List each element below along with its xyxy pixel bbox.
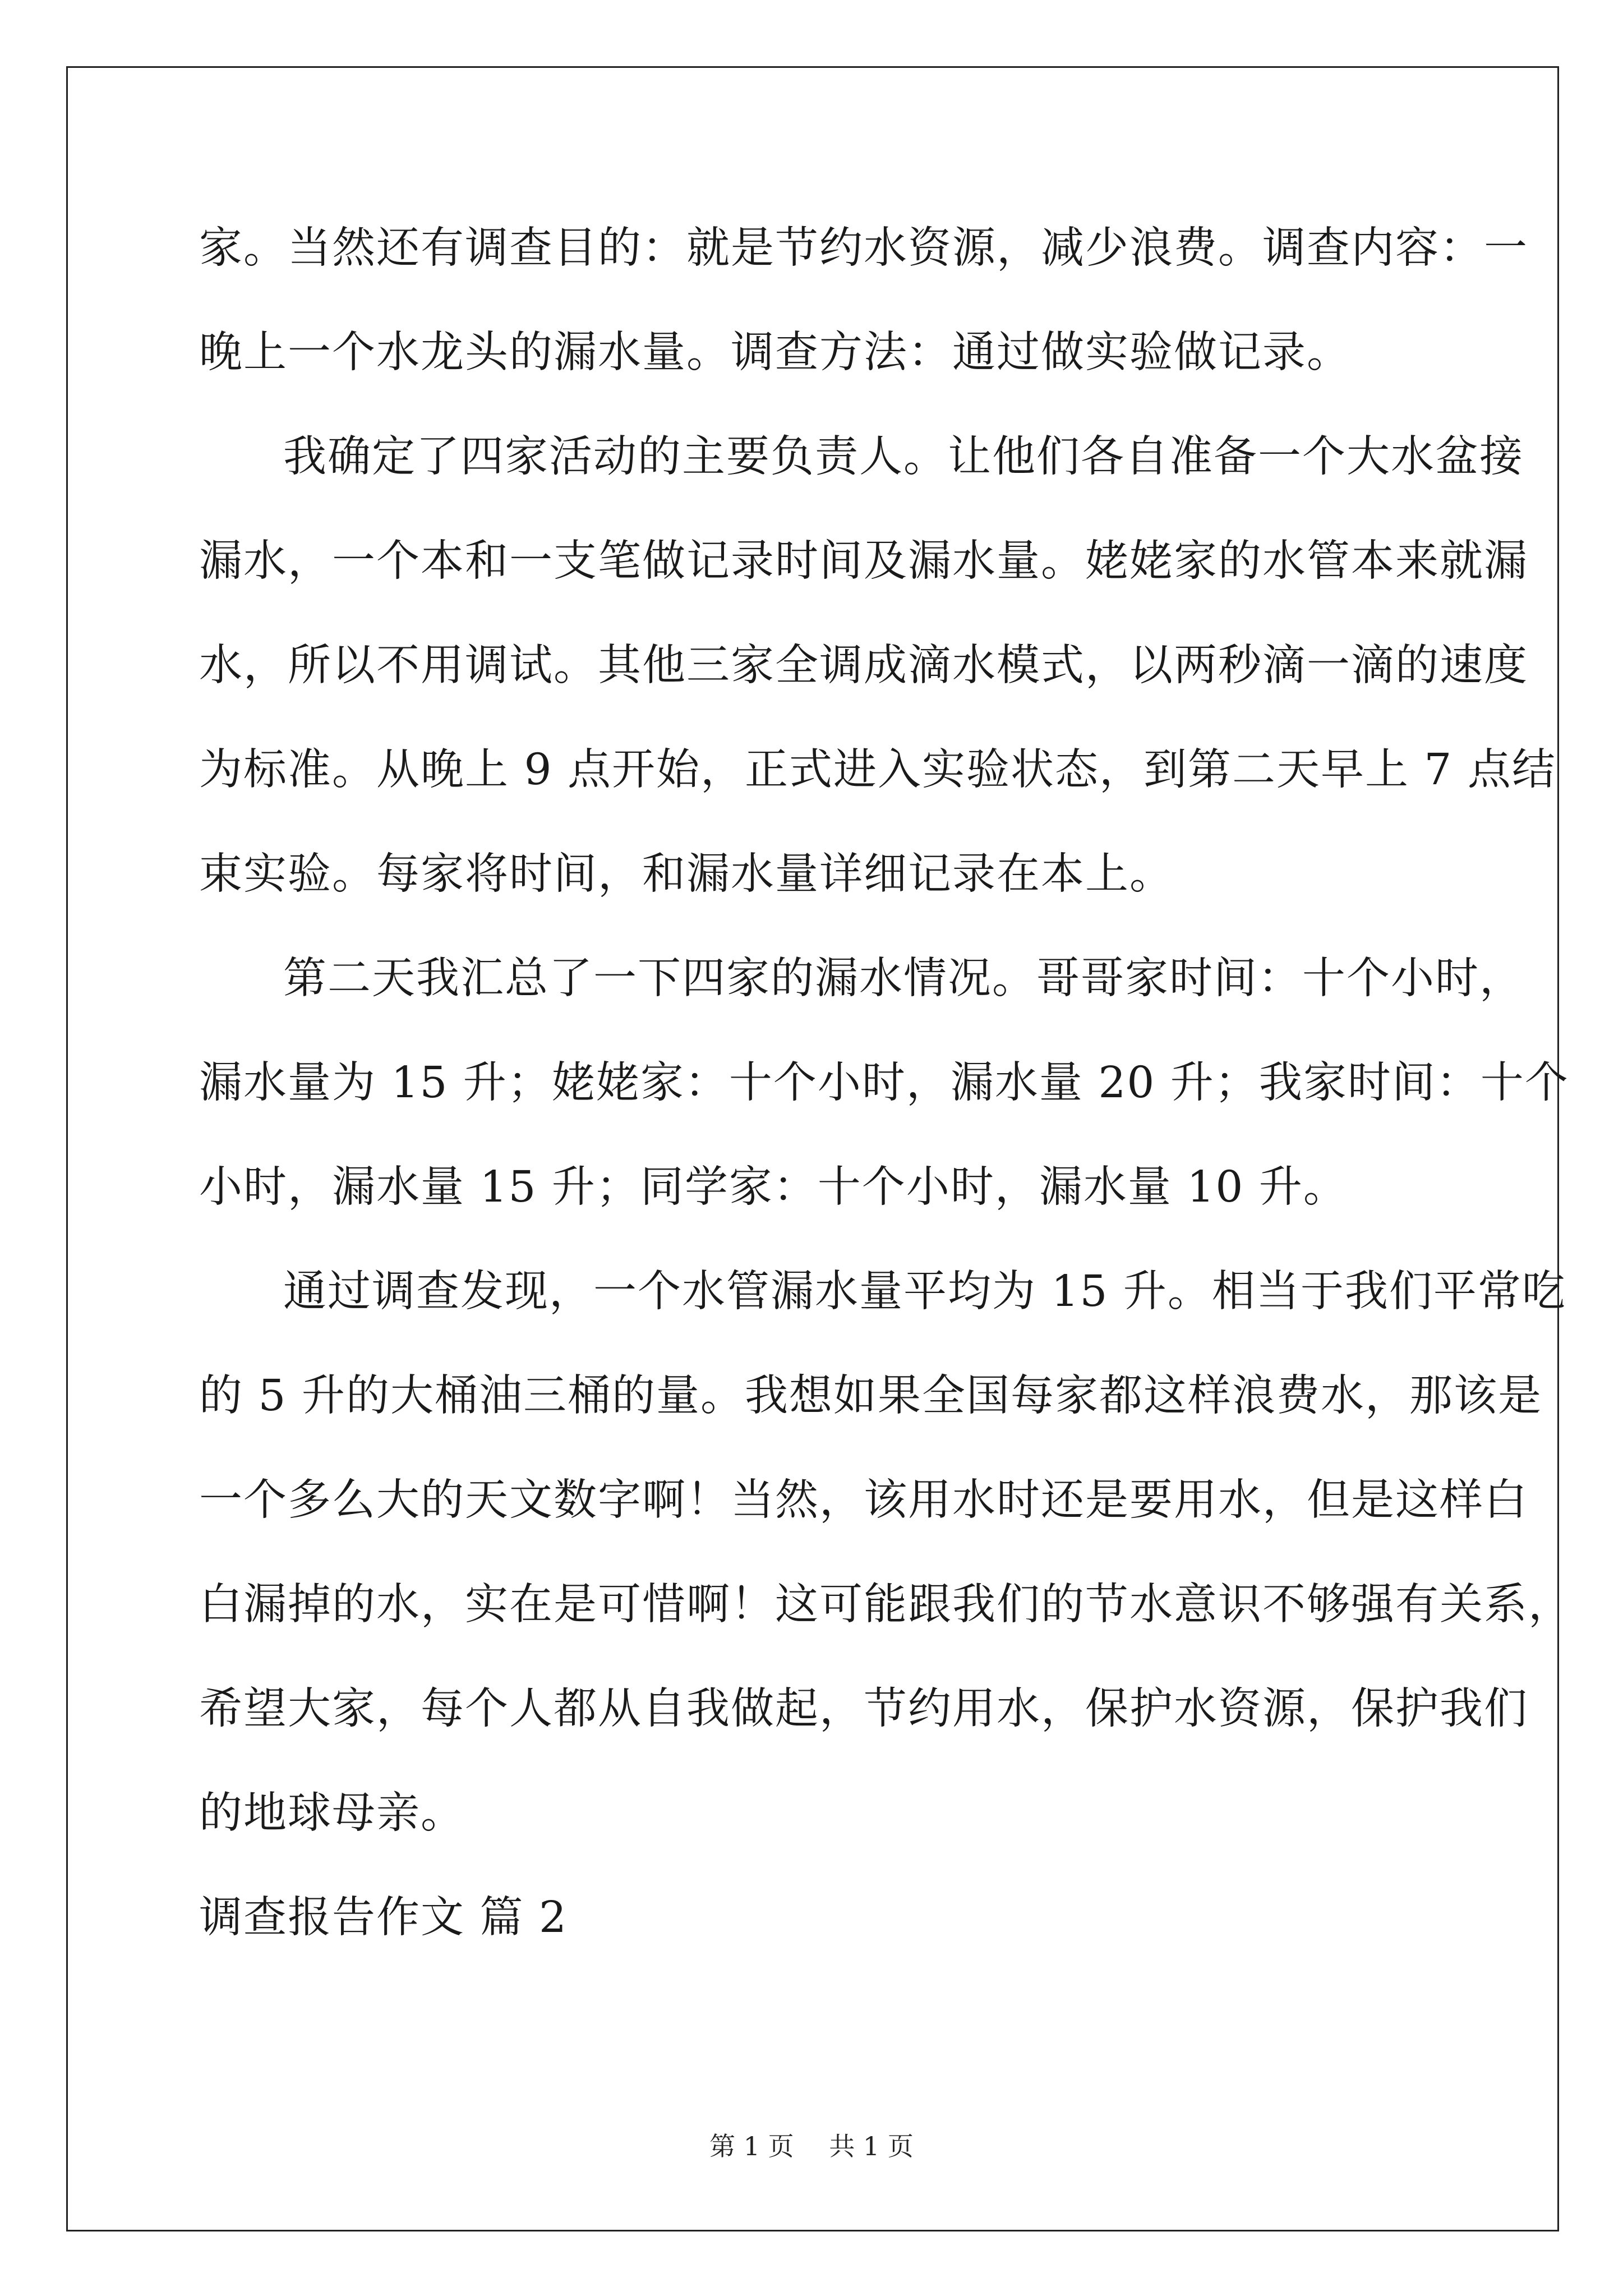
- body-line-16: 的地球母亲。: [199, 1788, 465, 1838]
- body-line-5: 水，所以不用调试。其他三家全调成滴水模式，以两秒滴一滴的速度: [199, 641, 1528, 691]
- body-line-6: 为标准。从晚上 9 点开始，正式进入实验状态，到第二天早上 7 点结: [199, 745, 1556, 795]
- paragraph-start-line: 第二天我汇总了一下四家的漏水情况。哥哥家时间：十个小时，: [283, 954, 1524, 1004]
- section-heading: 调查报告作文 篇 2: [199, 1893, 568, 1943]
- body-line-4: 漏水，一个本和一支笔做记录时间及漏水量。姥姥家的水管本来就漏: [199, 536, 1528, 586]
- body-line-9: 漏水量为 15 升；姥姥家：十个小时，漏水量 20 升；我家时间：十个: [199, 1058, 1569, 1108]
- body-line-7: 束实验。每家将时间，和漏水量详细记录在本上。: [199, 849, 1174, 899]
- paragraph-start-line: 通过调查发现，一个水管漏水量平均为 15 升。相当于我们平常吃: [283, 1267, 1566, 1317]
- paragraph-start-line: 我确定了四家活动的主要负责人。让他们各自准备一个大水盆接: [283, 432, 1524, 482]
- document-body: [199, 196, 1573, 1970]
- body-line-10: 小时，漏水量 15 升；同学家：十个小时，漏水量 10 升。: [199, 1162, 1348, 1212]
- body-line-14: 白漏掉的水，实在是可惜啊！这可能跟我们的节水意识不够强有关系，: [199, 1580, 1573, 1630]
- body-line-12: 的 5 升的大桶油三桶的量。我想如果全国每家都这样浪费水，那该是: [199, 1371, 1542, 1421]
- body-line-13: 一个多么大的天文数字啊！当然，该用水时还是要用水，但是这样白: [199, 1475, 1528, 1525]
- body-line-2: 晚上一个水龙头的漏水量。调查方法：通过做实验做记录。: [199, 328, 1351, 378]
- body-line-15: 希望大家，每个人都从自我做起，节约用水，保护水资源，保护我们: [199, 1684, 1528, 1734]
- page-number: 第 1 页: [709, 2131, 794, 2161]
- page-footer: [0, 2126, 1623, 2163]
- body-line-1: 家。当然还有调查目的：就是节约水资源，减少浪费。调查内容：一: [199, 223, 1528, 273]
- page-total: 共 1 页: [829, 2131, 914, 2161]
